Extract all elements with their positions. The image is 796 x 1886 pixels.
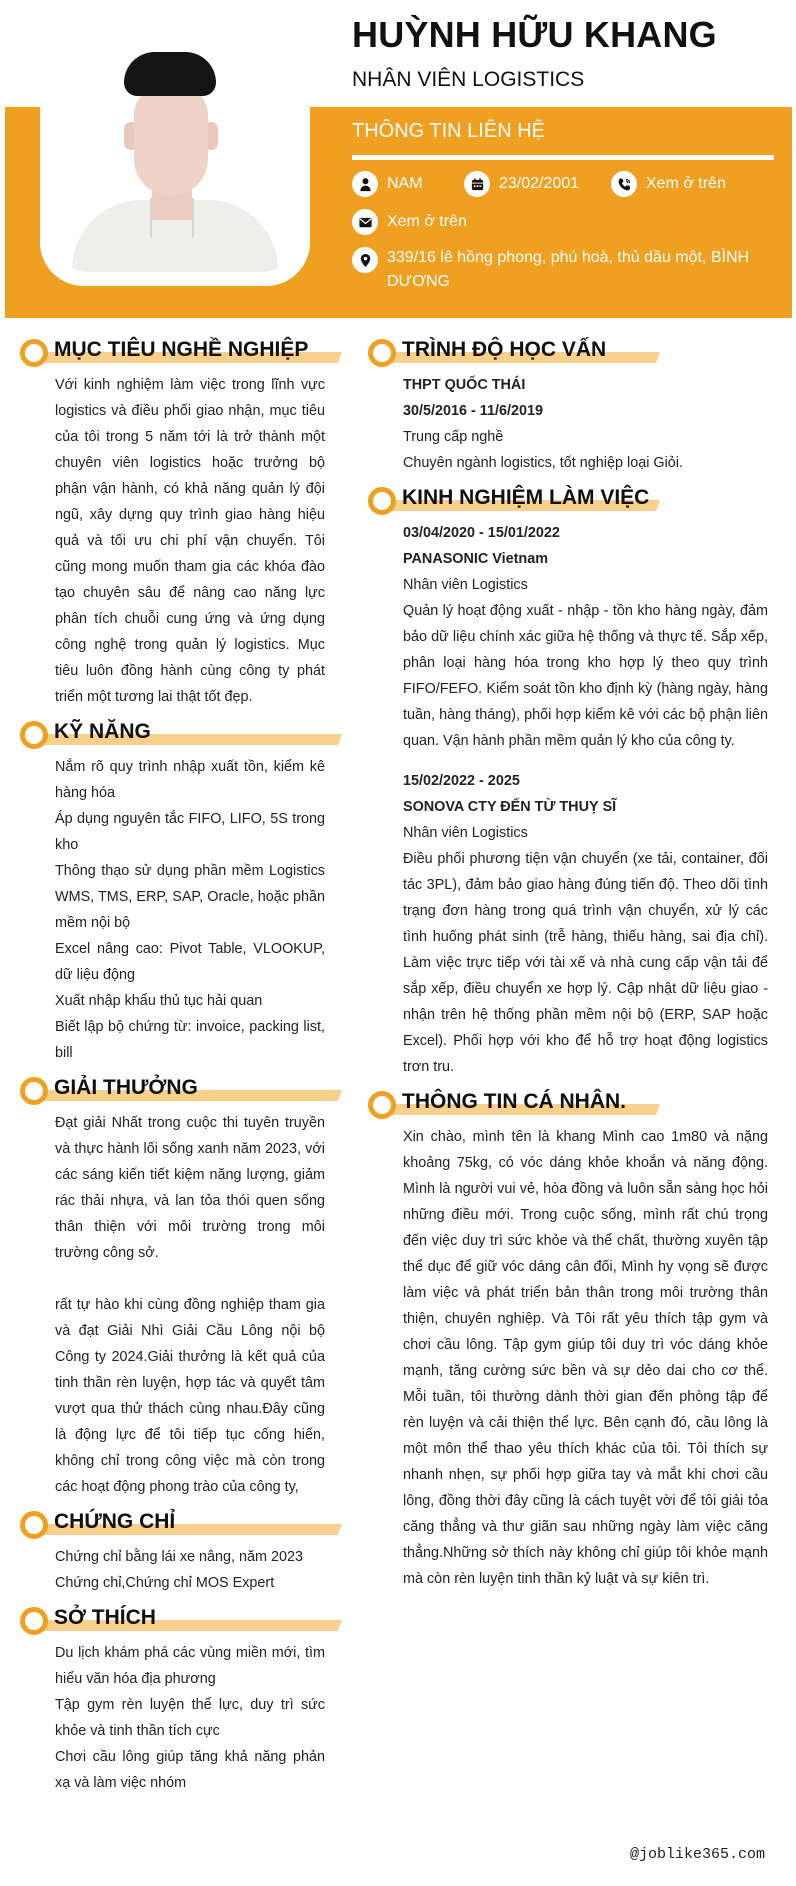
watermark: @joblike365.com: [630, 1846, 766, 1863]
phone-value: Xem ở trên: [646, 175, 726, 192]
skill-item: Áp dụng nguyên tắc FIFO, LIFO, 5S trong kho: [55, 811, 325, 853]
certificate-item: Chứng chỉ,Chứng chỉ MOS Expert: [55, 1575, 275, 1591]
spacer: [55, 1266, 325, 1292]
job-title: NHÂN VIÊN LOGISTICS: [352, 68, 585, 91]
award-paragraph: rất tự hào khi cùng đồng nghiệp tham gia và đạt Giải Nhì Giải Cầu Lông nội bộ Công ty 2024.Giải thưởng là kết quả của tinh thần rèn luyện, hợp tác và quyết tâm vượt qua thử thách cùng nhau.Đây cũng là động lực để tôi tiếp tục cống hiến, không chỉ trong công việc mà còn trong các hoạt động phong trào của công ty,: [55, 1297, 325, 1495]
job-description: Điều phối phương tiện vận chuyển (xe tải, container, đối tác 3PL), đảm bảo giao hàng đúng tiến độ. Theo dõi tình trạng đơn hàng trong quá trình vận chuyển, xử lý các tình huống phát sinh (trễ hàng, thiếu hàng, sai địa chỉ). Làm việc trực tiếp với tài xế và nhà cung cấp vận tải để sắp xếp, điều chuyển xe hợp lý. Cập nhật dữ liệu giao - nhận trên hệ thống phần mềm nội bộ (ERP, SAP hoặc Excel). Phối hợp với kho để hỗ trợ hoạt động logistics trơn tru.: [403, 851, 768, 1075]
gender-value: NAM: [387, 175, 423, 192]
right-column: [368, 336, 768, 1600]
user-icon: [352, 171, 378, 197]
skill-item: Excel nâng cao: Pivot Table, VLOOKUP, dữ liệu động: [55, 941, 325, 983]
ring-icon: [368, 1091, 396, 1119]
profile-photo: [52, 50, 298, 272]
certificate-item: Chứng chỉ bằng lái xe nâng, năm 2023: [55, 1549, 304, 1565]
ring-icon: [20, 1511, 48, 1539]
hobby-item: Du lịch khám phá các vùng miền mới, tìm hiểu văn hóa địa phương: [55, 1645, 325, 1687]
ring-icon: [368, 339, 396, 367]
skill-item: Nắm rõ quy trình nhập xuất tồn, kiểm kê hàng hóa: [55, 759, 325, 801]
hobby-item: Tập gym rèn luyện thể lực, duy trì sức khỏe và tinh thần tích cực: [55, 1697, 325, 1739]
section-skills: [20, 718, 325, 1066]
education-level: Trung cấp nghề: [403, 429, 504, 445]
section-title: KINH NGHIỆM LÀM VIỆC: [402, 486, 650, 509]
photo-hair: [124, 52, 216, 96]
section-header: [20, 1604, 325, 1634]
calendar-icon: [464, 171, 490, 197]
map-pin-icon: [352, 247, 378, 273]
section-header: [20, 336, 325, 366]
photo-collar: [150, 198, 194, 238]
phone-icon: [611, 171, 637, 197]
contact-gender: [352, 171, 423, 197]
address-value: 339/16 lê hồng phong, phú hoà, thủ dầu một, BÌNH DƯƠNG: [387, 249, 750, 290]
personal-text: Xin chào, mình tên là khang Mình cao 1m80 và nặng khoảng 75kg, có vóc dáng khỏe khoắn và năng động. Mình là người vui vẻ, hòa đồng và luôn sẵn sàng học hỏi những điều mới. Trong cuộc sống, mình rất chú trọng đến việc duy trì sức khỏe và thể chất, thường xuyên tập thể dục để giữ vóc dáng cân đối, Mình hy vọng sẽ được làm việc và phát triển bản thân trong môi trường thân thiện, chuyên nghiệp. Và Tôi rất yêu thích tập gym và chơi cầu lông. Tập gym giúp tôi duy trì vóc dáng khỏe mạnh, tăng cường sức bền và sự dẻo dai cho cơ thể. Mỗi tuần, tôi thường dành thời gian đến phòng tập để rèn luyện và cải thiện thể lực. Bên cạnh đó, cầu lông là một môn thể thao yêu thích khác của tôi. Tôi thích sự nhanh nhẹn, sự phối hợp giữa tay và mắt khi chơi cầu lông, đồng thời đây cũng là cách tuyệt vời để tôi giải tỏa căng thẳng và thư giãn sau những ngày làm việc căng thẳng.Những sở thích này không chỉ giúp tôi khỏe mạnh mà còn rèn luyện tinh thần kỷ luật và sự kiên trì.: [403, 1129, 768, 1587]
job-company: PANASONIC Vietnam: [403, 551, 549, 567]
objective-text: Với kinh nghiệm làm việc trong lĩnh vực logistics và điều phối giao nhận, mục tiêu của tôi trong 5 năm tới là trở thành một chuyên viên logistics hoặc trưởng bộ phận vận hành, có khả năng quản lý đội ngũ, xây dựng quy trình giao hàng hiệu quả và tối ưu chi phí vận chuyển. Tôi cũng mong muốn tham gia các khóa đào tạo chuyên sâu để nâng cao năng lực phân tích chuỗi cung ứng và ứng dụng công nghệ trong quản lý logistics. Mục tiêu luôn đồng hành cùng công ty phát triển một tương lai thật tốt đẹp.: [55, 377, 325, 705]
section-objective: [20, 336, 325, 710]
section-title: SỞ THÍCH: [54, 1606, 156, 1629]
section-awards: [20, 1074, 325, 1500]
section-title: GIẢI THƯỞNG: [54, 1076, 198, 1099]
photo-face: [134, 84, 208, 196]
education-period: 30/5/2016 - 11/6/2019: [403, 403, 544, 419]
certificates-list: [55, 1544, 325, 1596]
candidate-name: HUỲNH HỮU KHANG: [352, 14, 717, 55]
experience-entry: [403, 520, 768, 754]
section-header: [20, 1074, 325, 1104]
contact-email[interactable]: [352, 209, 467, 235]
section-title: MỤC TIÊU NGHỀ NGHIỆP: [54, 338, 309, 361]
job-period: 03/04/2020 - 15/01/2022: [403, 525, 560, 541]
contact-address: [352, 247, 787, 294]
section-title: KỸ NĂNG: [54, 720, 151, 743]
award-paragraph: Đạt giải Nhất trong cuộc thi tuyên truyền và thực hành lối sống xanh năm 2023, với các sáng kiến tiết kiệm năng lượng, giảm rác thải nhựa, và lan tỏa thói quen sống thân thiện với môi trường trong môi trường công sở.: [55, 1115, 325, 1261]
skill-item: Biết lập bộ chứng từ: invoice, packing list, bill: [55, 1019, 325, 1061]
section-certificates: [20, 1508, 325, 1596]
profile-photo-panel: [40, 50, 310, 286]
envelope-icon: [352, 209, 378, 235]
experience-entry: [403, 768, 768, 1080]
ring-icon: [20, 339, 48, 367]
section-header: [20, 1508, 325, 1538]
section-title: THÔNG TIN CÁ NHÂN.: [402, 1090, 626, 1113]
hobbies-list: [55, 1640, 325, 1796]
section-personal: [368, 1088, 768, 1592]
ring-icon: [368, 487, 396, 515]
spacer: [368, 754, 768, 768]
hobby-item: Chơi cầu lông giúp tăng khả năng phản xạ và làm việc nhóm: [55, 1749, 325, 1791]
contact-phone[interactable]: [611, 171, 726, 197]
ring-icon: [20, 721, 48, 749]
school-name: THPT QUỐC THÁI: [403, 377, 526, 393]
ring-icon: [20, 1077, 48, 1105]
section-education: [368, 336, 768, 476]
education-entry: [403, 372, 768, 476]
job-company: SONOVA CTY ĐẾN TỪ THUỴ SĨ: [403, 799, 617, 815]
section-header: [368, 484, 768, 514]
contact-dob: [464, 171, 579, 197]
section-title: TRÌNH ĐỘ HỌC VẤN: [402, 338, 607, 361]
section-header: [368, 1088, 768, 1118]
contact-divider: [352, 155, 774, 160]
job-description: Quản lý hoạt động xuất - nhập - tồn kho hàng ngày, đảm bảo dữ liệu chính xác giữa hệ thống và thực tế. Sắp xếp, phân loại hàng hóa trong kho hợp lý theo quy trình FIFO/FEFO. Kiểm soát tồn kho định kỳ (hàng ngày, hàng tuần, hàng tháng), phối hợp kiểm kê với các bộ phận liên quan. Vận hành phần mềm quản lý kho của công ty.: [403, 603, 768, 749]
contact-title: THÔNG TIN LIÊN HỆ: [352, 120, 545, 142]
education-detail: Chuyên ngành logistics, tốt nghiệp loại Giỏi.: [403, 455, 683, 471]
ring-icon: [20, 1607, 48, 1635]
job-period: 15/02/2022 - 2025: [403, 773, 520, 789]
dob-value: 23/02/2001: [499, 175, 580, 192]
skill-item: Xuất nhập khẩu thủ tục hải quan: [55, 993, 263, 1009]
section-title: CHỨNG CHỈ: [54, 1510, 176, 1533]
section-header: [20, 718, 325, 748]
job-position: Nhân viên Logistics: [403, 577, 528, 593]
skills-list: [55, 754, 325, 1066]
section-experience: [368, 484, 768, 1080]
email-value: Xem ở trên: [387, 213, 467, 230]
job-position: Nhân viên Logistics: [403, 825, 528, 841]
section-header: [368, 336, 768, 366]
left-column: [20, 336, 325, 1804]
skill-item: Thông thạo sử dụng phần mềm Logistics WMS, TMS, ERP, SAP, Oracle, hoặc phần mềm nội bộ: [55, 863, 325, 931]
awards-text: [55, 1110, 325, 1500]
section-hobbies: [20, 1604, 325, 1796]
